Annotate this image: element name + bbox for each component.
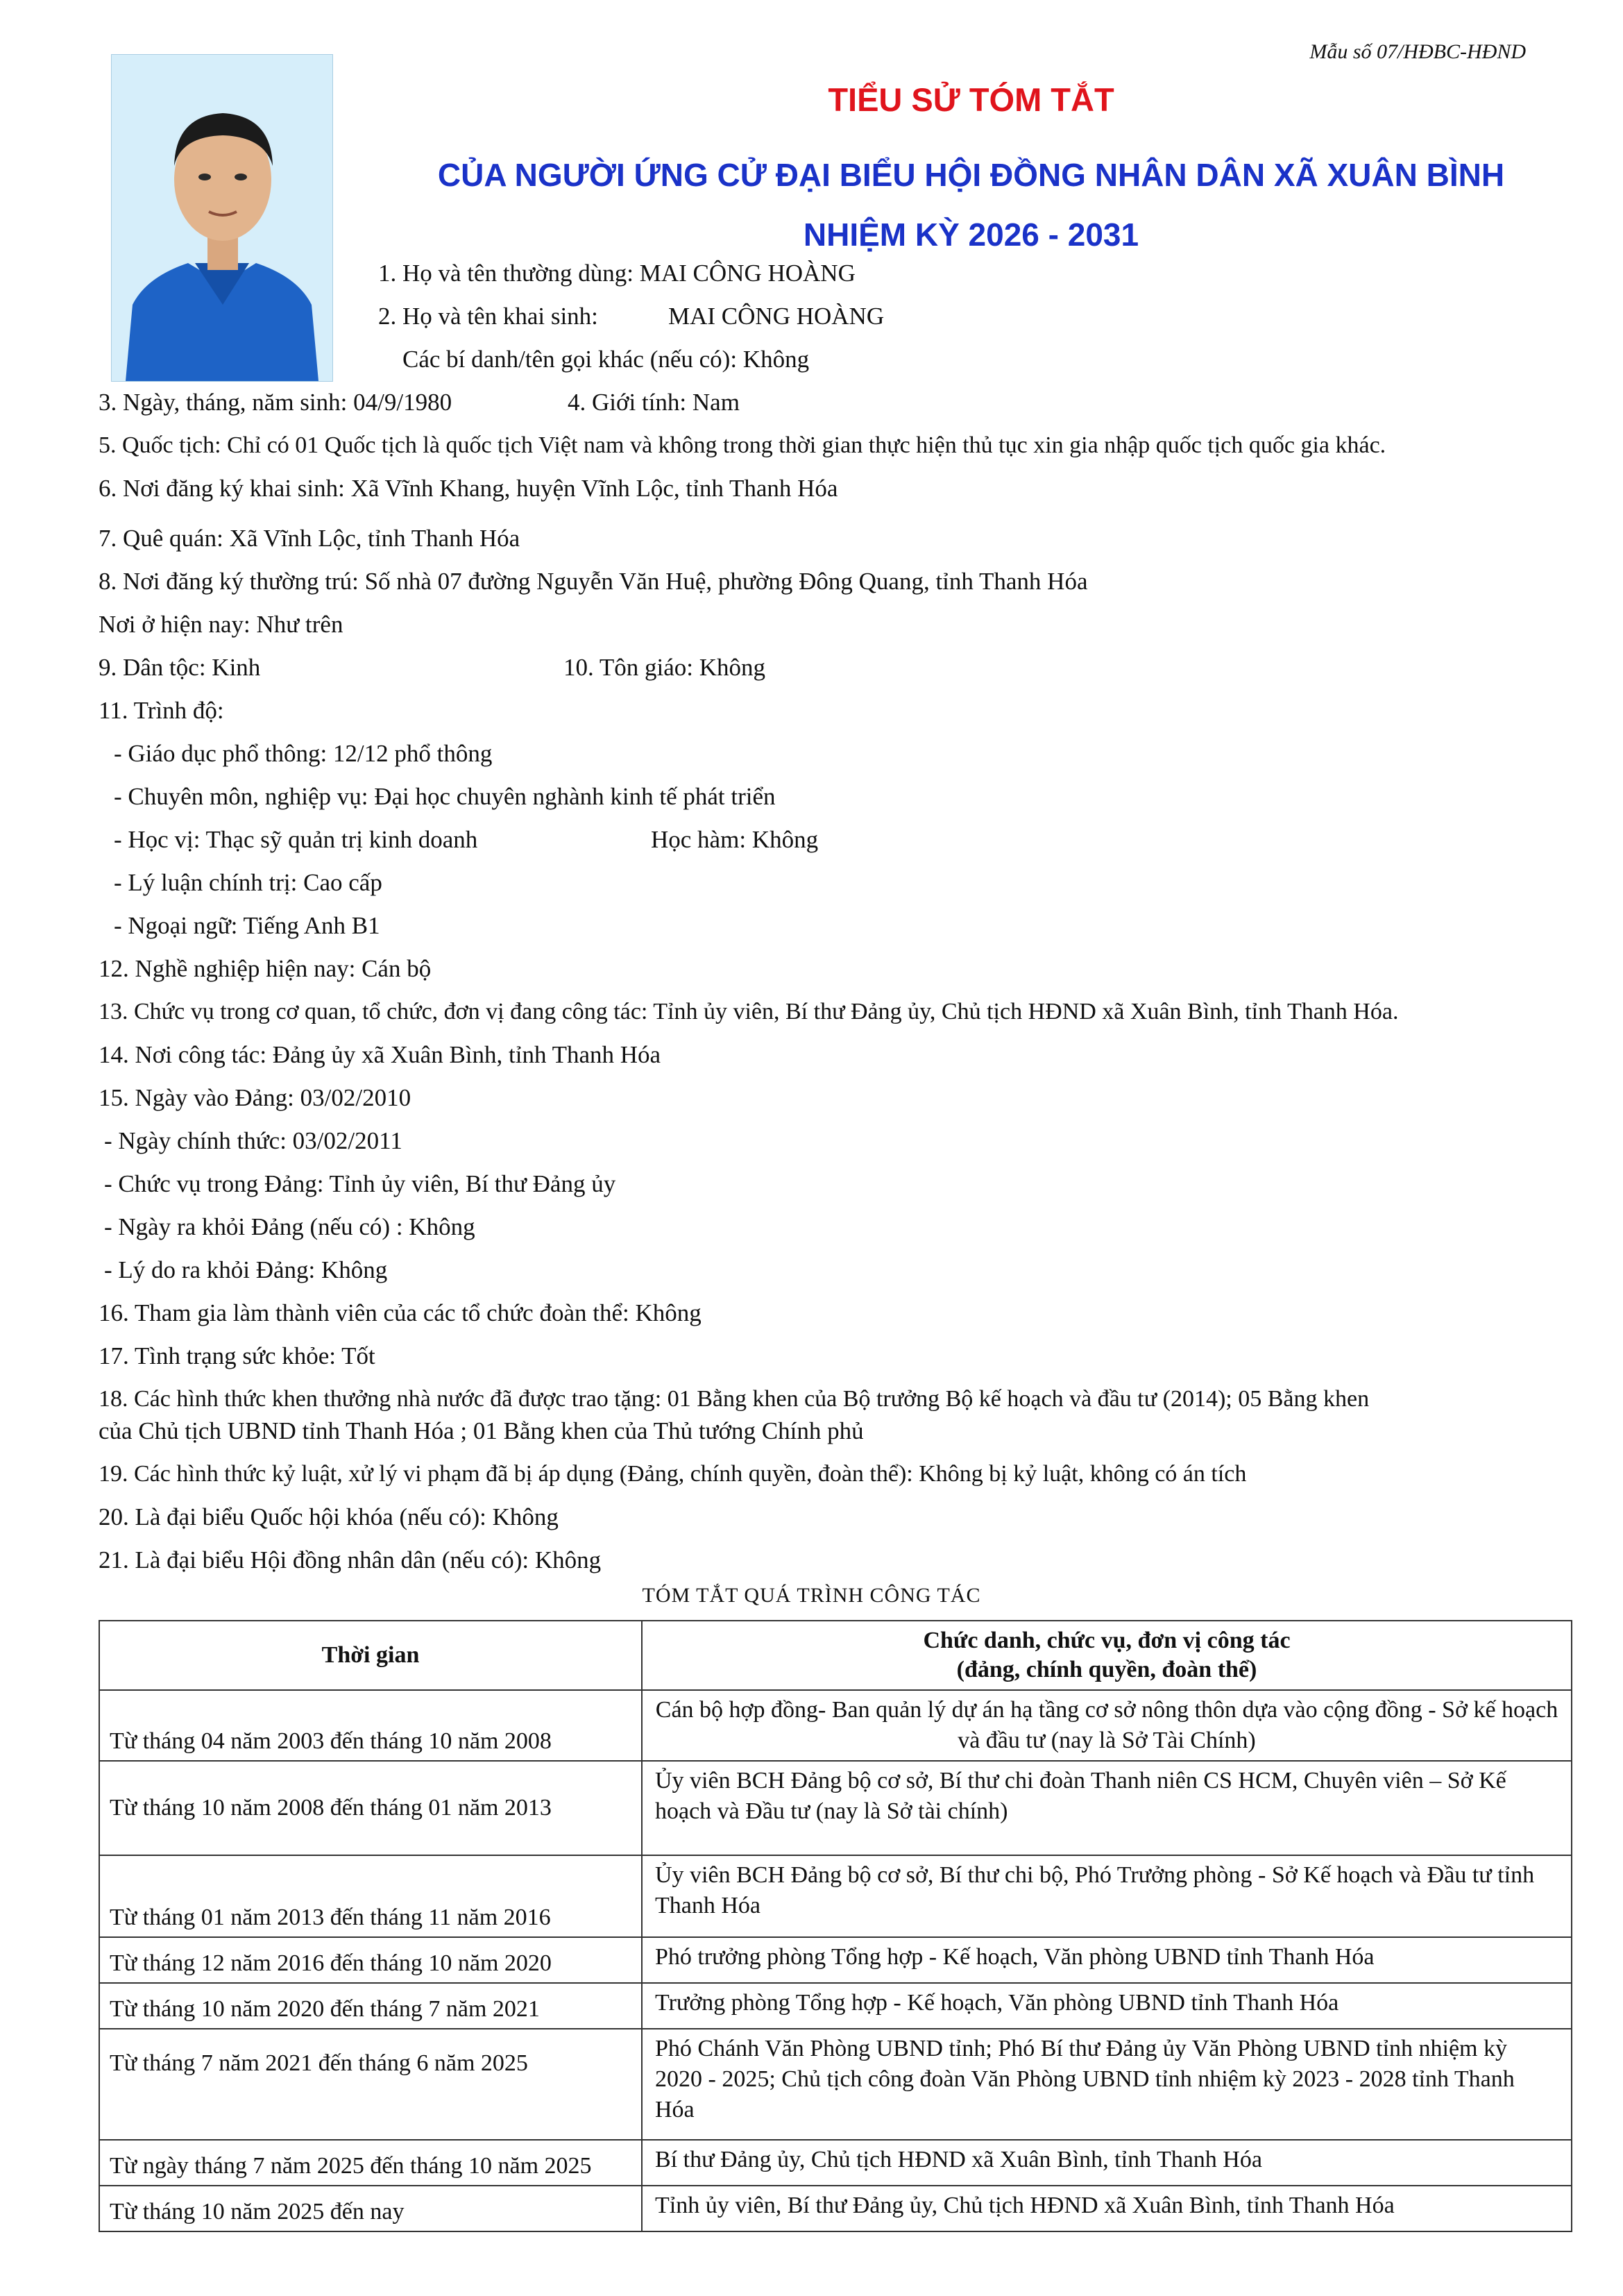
document-title: TIỂU SỬ TÓM TẮT (828, 81, 1114, 118)
row-time: Từ tháng 7 năm 2021 đến tháng 6 năm 2025 (99, 2029, 642, 2140)
table-row (99, 2140, 1572, 2186)
row-time: Từ tháng 12 năm 2016 đến tháng 10 năm 2020 (99, 1937, 642, 1983)
table-row (99, 2186, 1572, 2231)
portrait-photo-icon (112, 55, 332, 381)
field-hometown: 7. Quê quán: Xã Vĩnh Lộc, tỉnh Thanh Hóa (99, 525, 520, 552)
column-header-role-line2: (đảng, chính quyền, đoàn thể) (956, 1657, 1257, 1682)
form-code: Mẫu số 07/HĐBC-HĐND (1309, 40, 1526, 63)
field-birth-date: 3. Ngày, tháng, năm sinh: 04/9/1980 (99, 389, 452, 416)
field-current-residence: Nơi ở hiện nay: Như trên (99, 611, 343, 638)
row-time: Từ ngày tháng 7 năm 2025 đến tháng 10 năm 2025 (99, 2140, 642, 2186)
document-subtitle: CỦA NGƯỜI ỨNG CỬ ĐẠI BIỂU HỘI ĐỒNG NHÂN DÂN XÃ XUÂN BÌNH (437, 157, 1505, 193)
field-party-position: - Chức vụ trong Đảng: Tỉnh ủy viên, Bí thư Đảng ủy (104, 1170, 616, 1197)
field-party-leave-date: - Ngày ra khỏi Đảng (nếu có) : Không (104, 1213, 475, 1240)
row-role: Ủy viên BCH Đảng bộ cơ sở, Bí thư chi bộ, Phó Trưởng phòng - Sở Kế hoạch và Đầu tư tỉnh Thanh Hóa (642, 1855, 1572, 1937)
portrait-photo (111, 54, 333, 382)
field-academic-rank: Học hàm: Không (651, 826, 819, 853)
table-row (99, 1761, 1572, 1855)
field-common-name: 1. Họ và tên thường dùng: MAI CÔNG HOÀNG (378, 260, 856, 287)
field-party-leave-reason: - Lý do ra khỏi Đảng: Không (104, 1256, 388, 1283)
table-row (99, 1937, 1572, 1983)
field-party-join-date: 15. Ngày vào Đảng: 03/02/2010 (99, 1084, 411, 1111)
work-history-table (99, 1620, 1572, 2232)
row-time: Từ tháng 01 năm 2013 đến tháng 11 năm 2016 (99, 1855, 642, 1937)
row-role: Trưởng phòng Tổng hợp - Kế hoạch, Văn phòng UBND tỉnh Thanh Hóa (642, 1983, 1572, 2029)
row-role: Ủy viên BCH Đảng bộ cơ sở, Bí thư chi đoàn Thanh niên CS HCM, Chuyên viên – Sở Kế hoạch và Đầu tư (nay là Sở tài chính) (642, 1761, 1572, 1855)
table-row (99, 2029, 1572, 2140)
field-health: 17. Tình trạng sức khỏe: Tốt (99, 1342, 375, 1369)
row-time: Từ tháng 10 năm 2008 đến tháng 01 năm 2013 (99, 1761, 642, 1855)
field-workplace: 14. Nơi công tác: Đảng ủy xã Xuân Bình, tỉnh Thanh Hóa (99, 1041, 661, 1068)
column-header-time-label: Thời gian (321, 1642, 420, 1668)
table-row (99, 1690, 1572, 1761)
document-header (347, 81, 1595, 254)
field-organizations: 16. Tham gia làm thành viên của các tổ chức đoàn thể: Không (99, 1299, 702, 1326)
field-specialization: - Chuyên môn, nghiệp vụ: Đại học chuyên nghành kinh tế phát triển (114, 783, 776, 810)
field-discipline: 19. Các hình thức kỷ luật, xử lý vi phạm đã bị áp dụng (Đảng, chính quyền, đoàn thể): Không bị kỷ luật, không có án tích (99, 1461, 1247, 1487)
history-table-title: TÓM TẮT QUÁ TRÌNH CÔNG TÁC (642, 1584, 981, 1607)
row-time: Từ tháng 04 năm 2003 đến tháng 10 năm 2008 (99, 1690, 642, 1761)
row-role: Tỉnh ủy viên, Bí thư Đảng ủy, Chủ tịch HĐND xã Xuân Bình, tỉnh Thanh Hóa (642, 2186, 1572, 2231)
row-time: Từ tháng 10 năm 2020 đến tháng 7 năm 2021 (99, 1983, 642, 2029)
field-education-heading: 11. Trình độ: (99, 697, 224, 724)
document-term: NHIỆM KỲ 2026 - 2031 (803, 217, 1139, 253)
field-occupation: 12. Nghề nghiệp hiện nay: Cán bộ (99, 955, 432, 982)
field-awards-line1: 18. Các hình thức khen thưởng nhà nước đã được trao tặng: 01 Bằng khen của Bộ trưởng Bộ kế hoạch và đầu tư (2014); 05 Bằng khen (99, 1386, 1370, 1412)
field-political-theory: - Lý luận chính trị: Cao cấp (114, 869, 382, 896)
field-current-position: 13. Chức vụ trong cơ quan, tổ chức, đơn vị đang công tác: Tỉnh ủy viên, Bí thư Đảng ủy, Chủ tịch HĐND xã Xuân Bình, tỉnh Thanh Hóa. (99, 999, 1399, 1024)
field-general-education: - Giáo dục phổ thông: 12/12 phổ thông (114, 740, 493, 767)
table-row (99, 1983, 1572, 2029)
row-role: Cán bộ hợp đồng- Ban quản lý dự án hạ tầng cơ sở nông thôn dựa vào cộng đồng - Sở kế hoạch và đầu tư (nay là Sở Tài Chính) (642, 1690, 1572, 1761)
column-header-time (99, 1621, 642, 1690)
field-awards-line2: của Chủ tịch UBND tỉnh Thanh Hóa ; 01 Bằng khen của Thủ tướng Chính phủ (99, 1417, 864, 1444)
row-time: Từ tháng 10 năm 2025 đến nay (99, 2186, 642, 2231)
column-header-role (642, 1621, 1572, 1690)
row-role: Bí thư Đảng ủy, Chủ tịch HĐND xã Xuân Bình, tỉnh Thanh Hóa (642, 2140, 1572, 2186)
field-birth-name-label: 2. Họ và tên khai sinh: (378, 303, 598, 330)
field-birth-registration: 6. Nơi đăng ký khai sinh: Xã Vĩnh Khang, huyện Vĩnh Lộc, tỉnh Thanh Hóa (99, 475, 838, 502)
row-role: Phó Chánh Văn Phòng UBND tỉnh; Phó Bí thư Đảng ủy Văn Phòng UBND tỉnh nhiệm kỳ 2020 - 2025; Chủ tịch công đoàn Văn Phòng UBND tỉnh nhiệm kỳ 2023 - 2028 tỉnh Thanh Hóa (642, 2029, 1572, 2140)
field-peoples-council: 21. Là đại biểu Hội đồng nhân dân (nếu có): Không (99, 1546, 602, 1573)
field-academic-degree: - Học vị: Thạc sỹ quản trị kinh doanh (114, 826, 478, 853)
field-religion: 10. Tôn giáo: Không (563, 654, 766, 681)
field-nationality: 5. Quốc tịch: Chỉ có 01 Quốc tịch là quốc tịch Việt nam và không trong thời gian thực hiện thủ tục xin gia nhập quốc tịch quốc gia khác. (99, 432, 1386, 458)
field-gender: 4. Giới tính: Nam (568, 389, 740, 416)
field-birth-name-value: MAI CÔNG HOÀNG (668, 303, 885, 330)
row-role: Phó trưởng phòng Tổng hợp - Kế hoạch, Văn phòng UBND tỉnh Thanh Hóa (642, 1937, 1572, 1983)
field-permanent-residence: 8. Nơi đăng ký thường trú: Số nhà 07 đường Nguyễn Văn Huệ, phường Đông Quang, tỉnh Thanh Hóa (99, 568, 1088, 595)
table-header-row (99, 1621, 1572, 1690)
field-national-assembly: 20. Là đại biểu Quốc hội khóa (nếu có): Không (99, 1503, 559, 1530)
column-header-role-line1: Chức danh, chức vụ, đơn vị công tác (923, 1628, 1291, 1653)
field-party-official-date: - Ngày chính thức: 03/02/2011 (104, 1127, 402, 1154)
field-aliases: Các bí danh/tên gọi khác (nếu có): Không (402, 346, 810, 373)
field-foreign-language: - Ngoại ngữ: Tiếng Anh B1 (114, 912, 380, 939)
field-ethnicity: 9. Dân tộc: Kinh (99, 654, 261, 681)
table-row (99, 1855, 1572, 1937)
